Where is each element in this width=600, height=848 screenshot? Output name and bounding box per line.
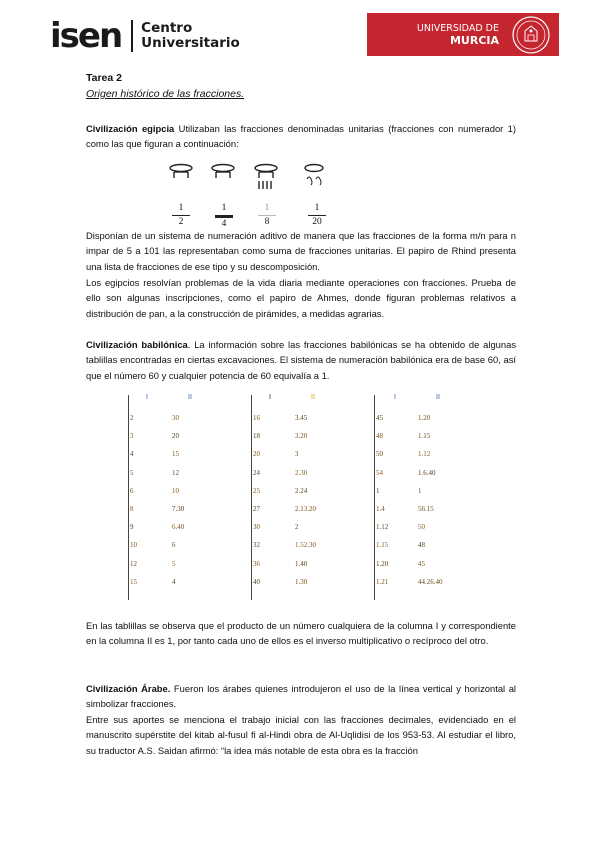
table-cell-col1: 50: [376, 450, 383, 459]
table-cell-col2: 6: [172, 541, 176, 550]
table-cell-col1: 15: [130, 577, 137, 586]
table-cell-col1: 25: [253, 486, 260, 495]
table-cell-col2: 15: [172, 450, 179, 459]
table-cell-col1: 18: [253, 432, 260, 441]
logo-divider: [131, 20, 133, 52]
universidad-murcia-logo: [367, 13, 559, 56]
table-cell-col2: 2.30: [295, 468, 308, 477]
table-cell-col2: 50: [418, 523, 425, 532]
table-cell-col2: 1.20: [418, 414, 431, 422]
table-cell-col1: 36: [253, 559, 260, 568]
fraction-denominator: 2: [178, 217, 184, 227]
egypt-paragraph-2: Los egipcios resolvían problemas de la vida diaria mediante operaciones con fracciones. Prueba de ello son algunas inscripciones, como el papiro de Ahmes, donde figuran problemas relativos a distribución de pan, a la construcción de pirámides, a medidas agrarias.: [86, 277, 516, 319]
table-cell-col2: 1.15: [418, 432, 431, 441]
fraction-eighth: [252, 203, 282, 228]
table-header-col2: II: [311, 394, 315, 401]
fraction-bar: [215, 215, 233, 218]
table-header-col2: II: [436, 394, 440, 401]
arab-paragraph-2: Entre sus aportes se menciona el trabajo inicial con las fracciones decimales, evidenciado en el manuscrito supérstite del kitab al-fusul fi al-Hindi obra de Al-Uqlidisi de los 953-53. Al estudiar el libro, su traductor A.S. Saidan afirmó: “la idea más notable de esta obra es la fracción: [86, 714, 516, 756]
egypt-heading: Civilización egipcia: [86, 123, 175, 134]
fraction-denominator: 20: [312, 217, 322, 227]
table-cell-col1: 8: [130, 505, 134, 513]
table-cell-col1: 40: [253, 577, 260, 586]
babylon-intro: [86, 337, 516, 383]
table-cell-col2: 20: [172, 432, 179, 441]
table-cell-col1: 24: [253, 468, 260, 477]
isen-logo: [50, 16, 240, 56]
fraction-half: [166, 203, 196, 228]
hieroglyph-half: [170, 165, 192, 179]
table-cell-col1: 1.21: [376, 577, 389, 586]
table-cell-col2: 30: [172, 414, 179, 422]
babylon-heading: Civilización babilónica: [86, 339, 188, 350]
hieroglyph-twentieth: [305, 165, 323, 186]
table-cell-col1: 6: [130, 486, 134, 495]
um-logo-line2: MURCIA: [449, 33, 499, 47]
table-cell-col1: 1.15: [376, 541, 389, 550]
table-cell-col1: 1: [376, 486, 380, 495]
table-header-col1: I: [269, 394, 271, 401]
isen-logo-subtitle: [141, 21, 240, 51]
table-cell-col2: 1.52.30: [295, 541, 316, 550]
table-cell-col1: 16: [253, 414, 260, 422]
table-cell-col2: 2.24: [295, 486, 308, 495]
fraction-numerator: 1: [178, 203, 184, 213]
table-cell-col1: 48: [376, 432, 383, 441]
table-cell-col2: 45: [418, 559, 425, 568]
table-cell-col2: 10: [172, 486, 179, 495]
university-seal-icon: [511, 15, 551, 55]
table-cell-col1: 1.4: [376, 505, 385, 513]
arab-intro: [86, 681, 516, 712]
table-cell-col2: 1: [418, 486, 422, 495]
isen-logo-line2: Universitario: [141, 35, 240, 51]
page-title: Tarea 2: [86, 72, 122, 84]
fraction-numerator: 1: [314, 203, 320, 213]
table-header-col1: I: [394, 394, 396, 401]
fraction-numerator: 1: [264, 203, 270, 213]
hieroglyph-eighth: [255, 165, 277, 190]
page-subtitle: Origen histórico de las fracciones.: [86, 88, 245, 100]
fraction-quarter: [209, 203, 239, 230]
table-cell-col2: 7.30: [172, 505, 185, 513]
table-cell-col1: 12: [130, 559, 137, 568]
fraction-twentieth: [302, 203, 332, 228]
table-cell-col1: 45: [376, 414, 383, 422]
table-cell-col2: 6.40: [172, 523, 185, 532]
table-cell-col1: 32: [253, 541, 260, 550]
table-cell-col1: 30: [253, 523, 260, 532]
table-cell-col1: 1.20: [376, 559, 389, 568]
arab-heading: Civilización Árabe.: [86, 683, 171, 694]
table-cell-col1: 27: [253, 505, 260, 513]
fraction-denominator: 8: [264, 217, 270, 227]
fraction-bar: [308, 215, 326, 216]
table-cell-col2: 3.20: [295, 432, 308, 441]
table-cell-col1: 20: [253, 450, 260, 459]
egypt-paragraph-1: Disponían de un sistema de numeración aditivo de manera que las fracciones de la forma m/n para n impar de 5 a 101 las representaban como suma de fracciones unitarias. El papiro de Rhind presenta una lista de fracciones de ese tipo y su descomposición.: [86, 230, 516, 272]
table-cell-col2: 3: [295, 450, 299, 459]
table-cell-col2: 1.40: [295, 559, 308, 568]
arab-intro-text: Fueron los árabes quienes introdujeron el uso de la línea vertical y horizontal al simbolizar fracciones.: [86, 683, 517, 710]
table-cell-col2: 3.45: [295, 414, 308, 422]
isen-logo-word: isen: [50, 16, 122, 56]
table-cell-col1: 5: [130, 468, 134, 477]
fraction-denominator: 4: [221, 219, 227, 229]
isen-logo-line1: Centro: [141, 20, 193, 36]
table-divider: [128, 395, 129, 600]
table-cell-col1: 4: [130, 450, 134, 459]
table-cell-col2: 1.12: [418, 450, 431, 459]
egypt-intro: [86, 121, 516, 152]
table-cell-col2: 12: [172, 468, 179, 477]
babylon-intro-text: . La información sobre las fracciones babilónicas se ha obtenido de algunas tablillas encontradas en ciertas excavaciones. El sistema de numeración babilónica era de base 60, así que el número 60 y cualquier potencia de 60 equivalía a 1.: [86, 339, 517, 381]
table-cell-col2: 1.30: [295, 577, 308, 586]
table-cell-col1: 10: [130, 541, 137, 550]
table-cell-col2: 2: [295, 523, 299, 532]
table-divider: [374, 395, 375, 600]
table-header-col1: I: [146, 394, 148, 401]
babylonian-reciprocal-table: [116, 390, 482, 605]
um-logo-text: [367, 23, 507, 47]
fraction-bar: [172, 215, 190, 216]
egypt-intro-text: Utilizaban las fracciones denominadas unitarias (fracciones con numerador 1) como las que figuran a continuación:: [86, 123, 516, 150]
table-cell-col2: 48: [418, 541, 425, 550]
babylon-conclusion: En las tablillas se observa que el producto de un número cualquiera de la columna I y correspondiente en la columna II es 1, por tanto cada uno de ellos es el inverso multiplicativo o recíproco del otro.: [86, 620, 516, 647]
table-cell-col1: 54: [376, 468, 383, 477]
fraction-numerator: 1: [221, 203, 227, 213]
table-cell-col2: 2.13.20: [295, 505, 316, 513]
table-header-col2: II: [188, 394, 192, 401]
table-cell-col1: 9: [130, 523, 134, 532]
um-logo-line1: UNIVERSIDAD DE: [416, 22, 499, 34]
table-cell-col2: 4: [172, 577, 176, 586]
table-cell-col1: 3: [130, 432, 134, 441]
table-cell-col2: 5: [172, 559, 176, 568]
table-cell-col2: 56.15: [418, 505, 434, 513]
fraction-bar: [258, 215, 276, 216]
table-cell-col1: 1.12: [376, 523, 389, 532]
table-cell-col1: 2: [130, 414, 134, 422]
table-cell-col2: 44.26.40: [418, 577, 443, 586]
hieroglyph-quarter: [212, 165, 234, 179]
table-divider: [251, 395, 252, 600]
table-cell-col2: 1.6.40: [418, 468, 436, 477]
